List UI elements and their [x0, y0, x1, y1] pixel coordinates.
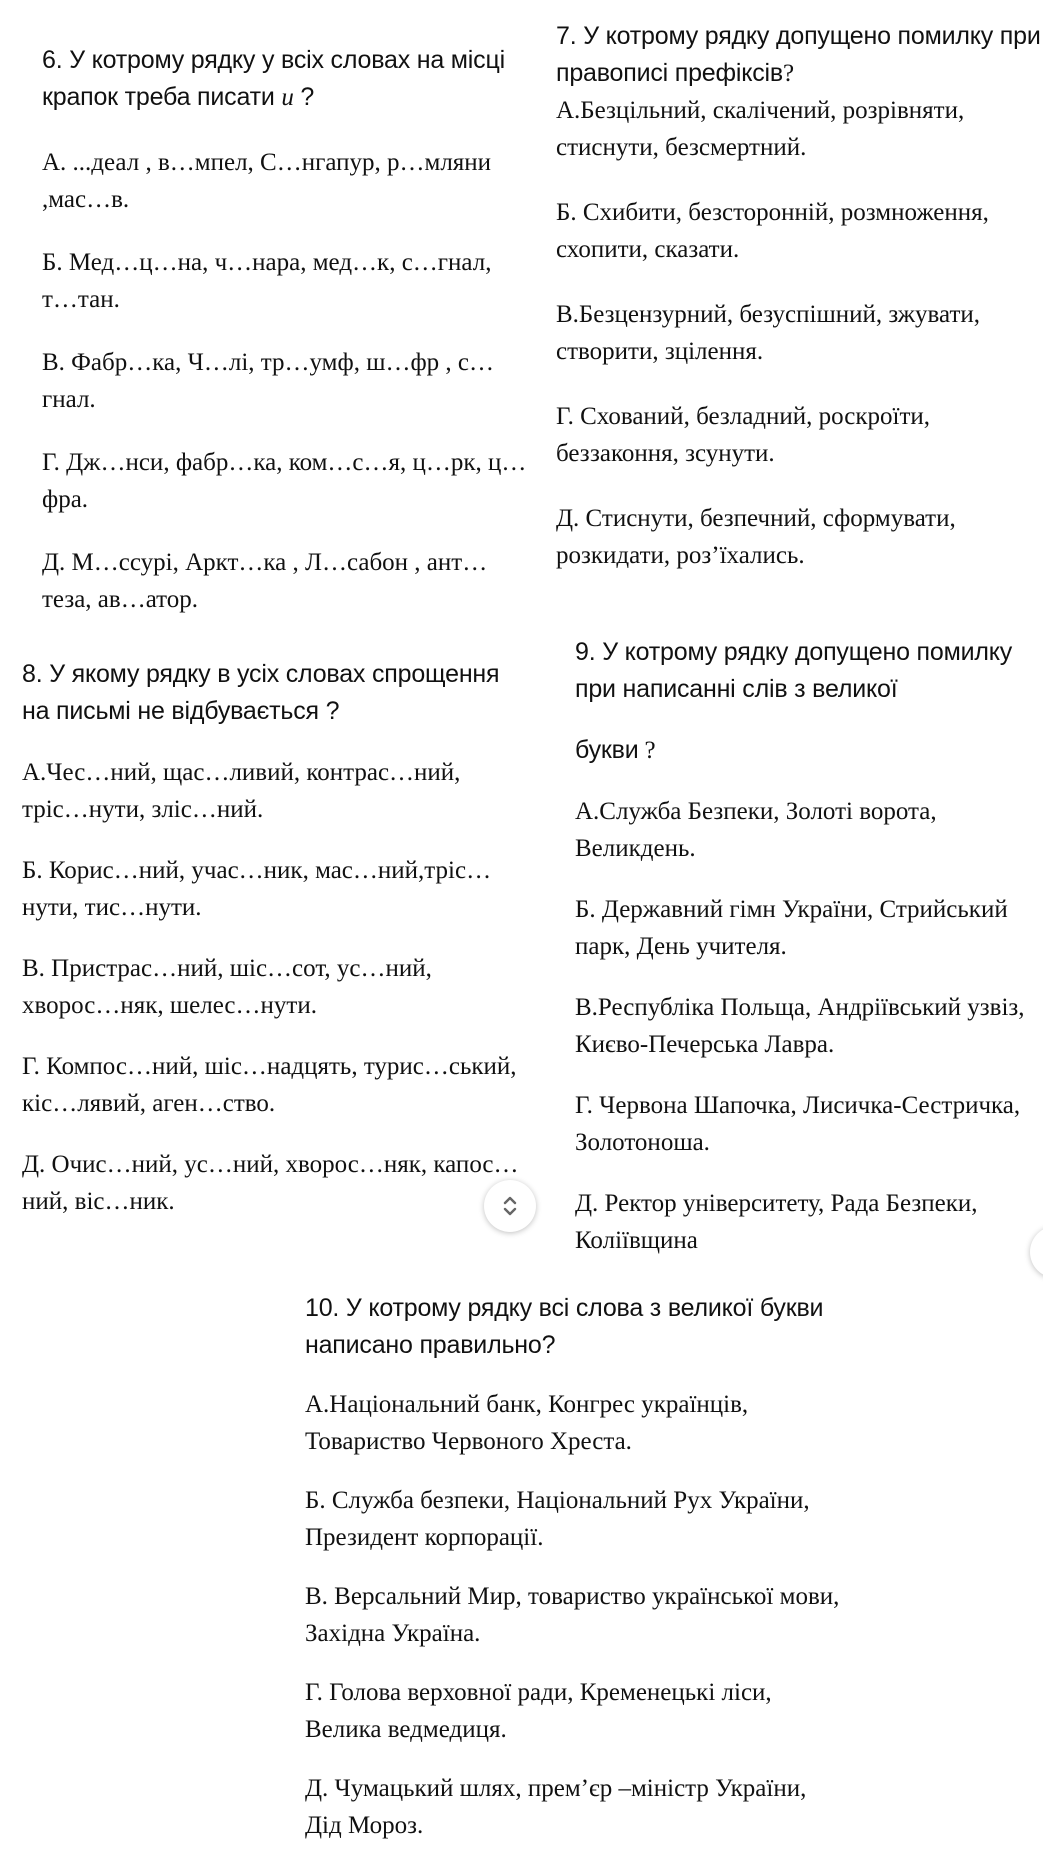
- question-8-title: 8. У якому рядку в усіх словах спрощення на письмі не відбувається ?: [22, 660, 500, 725]
- option-v: В.Безцензурний, безуспішний, зжувати, створити, зцілення.: [556, 301, 981, 365]
- option-a: А.Чес…ний, щас…ливий, контрас…ний, тріс…нути, зліс…ний.: [22, 759, 461, 823]
- question-9: [575, 634, 1043, 1283]
- option-v: В. Версальний Мир, товариство української мови, Західна Україна.: [305, 1583, 840, 1647]
- question-6: [42, 42, 532, 644]
- option-h: Г. Дж…нси, фабр…ка, ком…с…я, ц…рк, ц…фра.: [42, 449, 527, 513]
- option-d: Д. Стиснути, безпечний, сформувати, розкидати, роз’їхались.: [556, 505, 956, 569]
- option-h: Г. Схований, безладний, роскроїти, беззаконня, зсунути.: [556, 403, 931, 467]
- option-b: Б. Корис…ний, учас…ник, мас…ний,тріс…нути, тис…нути.: [22, 857, 492, 921]
- option-a: А. ...деал , в…мпел, С…нгапур, р…мляни ,мас…в.: [42, 149, 492, 213]
- option-a: А.Служба Безпеки, Золоті ворота, Великдень.: [575, 798, 937, 862]
- option-b: Б. Державний гімн України, Стрийський парк, День учителя.: [575, 896, 1008, 960]
- question-10: [305, 1290, 845, 1866]
- option-b: Б. Схибити, безсторонній, розмноження, схопити, сказати.: [556, 199, 989, 263]
- question-7: [556, 18, 1043, 602]
- option-d: Д. Очис…ний, ус…ний, хворос…няк, капос…ний, віс…ник.: [22, 1151, 519, 1215]
- option-v: В.Республіка Польща, Андріївський узвіз, Києво-Печерська Лавра.: [575, 994, 1025, 1058]
- question-7-title: 7. У котрому рядку допущено помилку при правописі префіксів?: [556, 22, 1041, 87]
- option-v: В. Фабр…ка, Ч…лі, тр…умф, ш…фр , с…гнал.: [42, 349, 494, 413]
- option-d: Д. М…ссурі, Аркт…ка , Л…сабон , ант…теза, ав…атор.: [42, 549, 488, 613]
- option-d: Д. Ректор університету, Рада Безпеки, Коліївщина: [575, 1190, 978, 1254]
- option-d: Д. Чумацький шлях, прем’єр –міністр України, Дід Мороз.: [305, 1775, 807, 1839]
- option-h: Г. Червона Шапочка, Лисичка-Сестричка, Золотоноша.: [575, 1092, 1021, 1156]
- question-9-title: 9. У котрому рядку допущено помилку при написанні слів з великої букви ?: [575, 638, 1013, 764]
- question-6-title: 6. У котрому рядку у всіх словах на місці крапок треба писати и ?: [42, 46, 505, 111]
- option-h: Г. Голова верховної ради, Кременецькі ліси, Велика ведмедиця.: [305, 1679, 772, 1743]
- scroll-button[interactable]: [484, 1180, 536, 1232]
- question-10-title: 10. У котрому рядку всі слова з великої букви написано правильно?: [305, 1294, 824, 1359]
- option-a: А.Безцільний, скалічений, розрівняти, стиснути, безсмертний.: [556, 97, 965, 161]
- scroll-updown-icon: [500, 1192, 520, 1220]
- option-v: В. Пристрас…ний, шіс…сот, ус…ний, хворос…няк, шелес…нути.: [22, 955, 432, 1019]
- option-b: Б. Мед…ц…на, ч…нара, мед…к, с…гнал, т…тан.: [42, 249, 492, 313]
- question-8: [22, 656, 522, 1244]
- option-b: Б. Служба безпеки, Національний Рух України, Президент корпорації.: [305, 1487, 810, 1551]
- option-a: А.Національний банк, Конгрес українців, Товариство Червоного Хреста.: [305, 1391, 749, 1455]
- option-h: Г. Компос…ний, шіс…надцять, турис…ський, кіс…лявий, аген…ство.: [22, 1053, 517, 1117]
